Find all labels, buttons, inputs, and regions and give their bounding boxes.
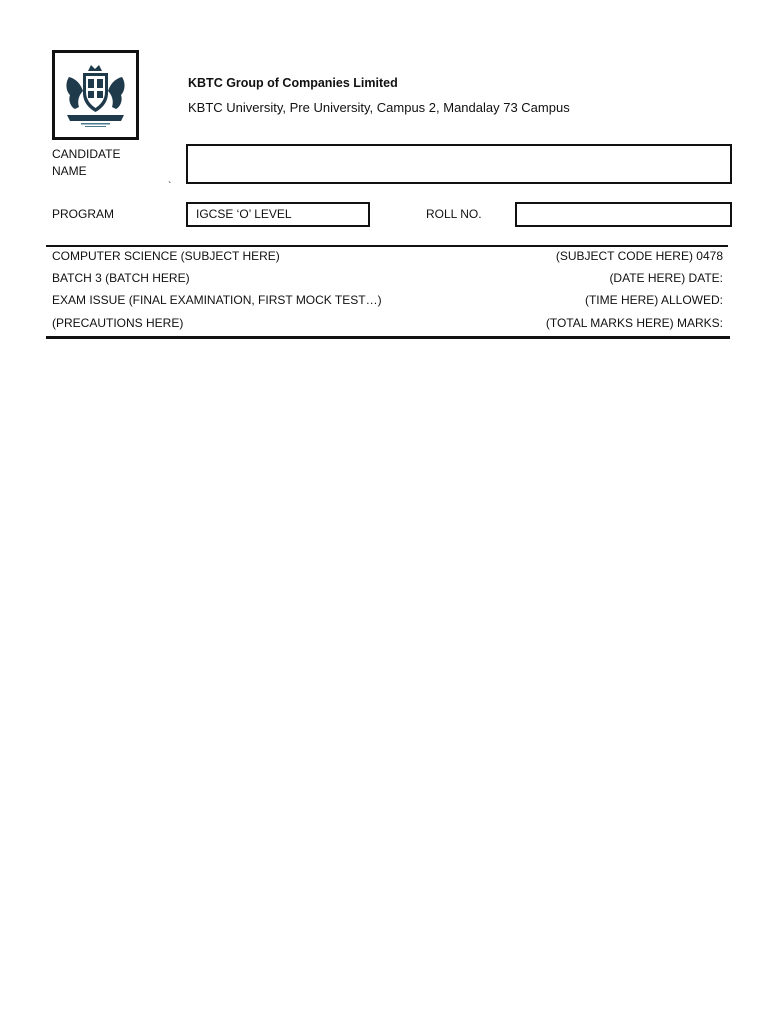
crest-icon [61, 59, 130, 131]
roll-no-label: ROLL NO. [426, 207, 482, 221]
batch-text: BATCH 3 (BATCH HERE) [52, 271, 190, 285]
time-allowed-text: (TIME HERE) ALLOWED: [584, 293, 723, 307]
date-text: (DATE HERE) DATE: [609, 271, 723, 285]
org-name: KBTC Group of Companies Limited [188, 76, 398, 90]
top-divider [46, 245, 728, 247]
program-value: IGCSE ‘O’ LEVEL [196, 207, 292, 221]
subject-text: COMPUTER SCIENCE (SUBJECT HERE) [52, 249, 280, 263]
precautions-text: (PRECAUTIONS HERE) [52, 316, 184, 330]
program-field[interactable] [186, 202, 370, 227]
exam-issue-text: EXAM ISSUE (FINAL EXAMINATION, FIRST MOCK TEST…) [52, 293, 382, 307]
candidate-name-label: CANDIDATE NAME [52, 147, 121, 178]
bottom-divider [46, 336, 730, 339]
org-subtitle: KBTC University, Pre University, Campus 2, Mandalay 73 Campus [188, 100, 570, 115]
program-label: PROGRAM [52, 207, 115, 221]
total-marks-text: (TOTAL MARKS HERE) MARKS: [545, 316, 723, 330]
candidate-name-field[interactable] [186, 144, 732, 184]
roll-no-field[interactable] [515, 202, 732, 227]
tick-mark: ` [168, 181, 172, 192]
subject-code-text: (SUBJECT CODE HERE) 0478 [555, 249, 723, 263]
university-logo [52, 50, 139, 140]
